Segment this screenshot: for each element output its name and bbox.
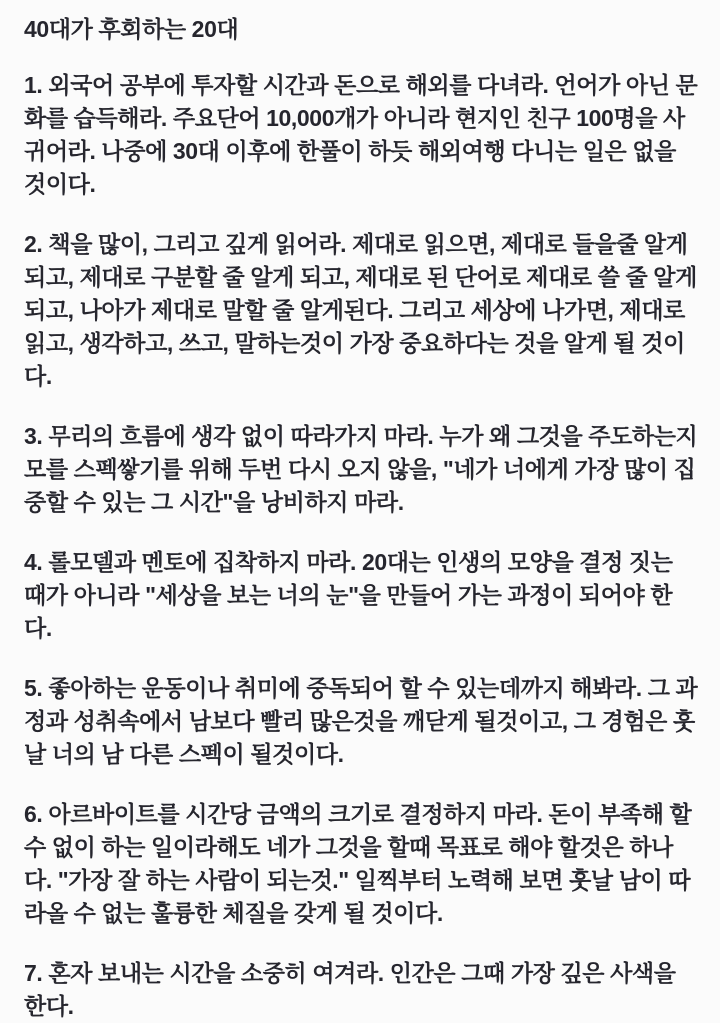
page-title: 40대가 후회하는 20대 bbox=[24, 16, 239, 42]
list-item-3: 3. 무리의 흐름에 생각 없이 따라가지 마라. 누가 왜 그것을 주도하는지 모를 스펙쌓기를 위해 두번 다시 오지 않을, "네가 너에게 가장 많이 집중할 수 있는 그 시간"을 낭비하지 마라. bbox=[24, 423, 698, 515]
list-item-6: 6. 아르바이트를 시간당 금액의 크기로 결정하지 마라. 돈이 부족해 할 수 없이 하는 일이라해도 네가 그것을 할때 목표로 해야 할것은 하나다. "가장 잘 하는 사람이 되는것." 일찍부터 노력해 보면 훗날 남이 따라올 수 없는 훌륭한 체질을 갖게 될 것이다. bbox=[24, 801, 692, 926]
list-item-7: 7. 혼자 보내는 시간을 소중히 여겨라. 인간은 그때 가장 깊은 사색을 한다. bbox=[24, 960, 676, 1019]
list-item-2: 2. 책을 많이, 그리고 깊게 읽어라. 제대로 읽으면, 제대로 들을줄 알게 되고, 제대로 구분할 줄 알게 되고, 제대로 된 단어로 제대로 쓸 줄 알게 되고, 나아가 제대로 말할 줄 알게된다. 그리고 세상에 나가면, 제대로 읽고, 생각하고, 쓰고, 말하는것이 가장 중요하다는 것을 알게 될 것이다. bbox=[24, 231, 697, 389]
list-item-1: 1. 외국어 공부에 투자할 시간과 돈으로 해외를 다녀라. 언어가 아닌 문화를 습득해라. 주요단어 10,000개가 아니라 현지인 친구 100명을 사귀어라. 나중에 30대 이후에 한풀이 하듯 해외여행 다니는 일은 없을 것이다. bbox=[24, 72, 698, 197]
list-item-5: 5. 좋아하는 운동이나 취미에 중독되어 할 수 있는데까지 해봐라. 그 과정과 성취속에서 남보다 빨리 많은것을 깨닫게 될것이고, 그 경험은 훗날 너의 남 다른 스펙이 될것이다. bbox=[24, 675, 698, 767]
list-item-4: 4. 롤모델과 멘토에 집착하지 마라. 20대는 인생의 모양을 결정 짓는 때가 아니라 "세상을 보는 너의 눈"을 만들어 가는 과정이 되어야 한다. bbox=[24, 549, 673, 641]
